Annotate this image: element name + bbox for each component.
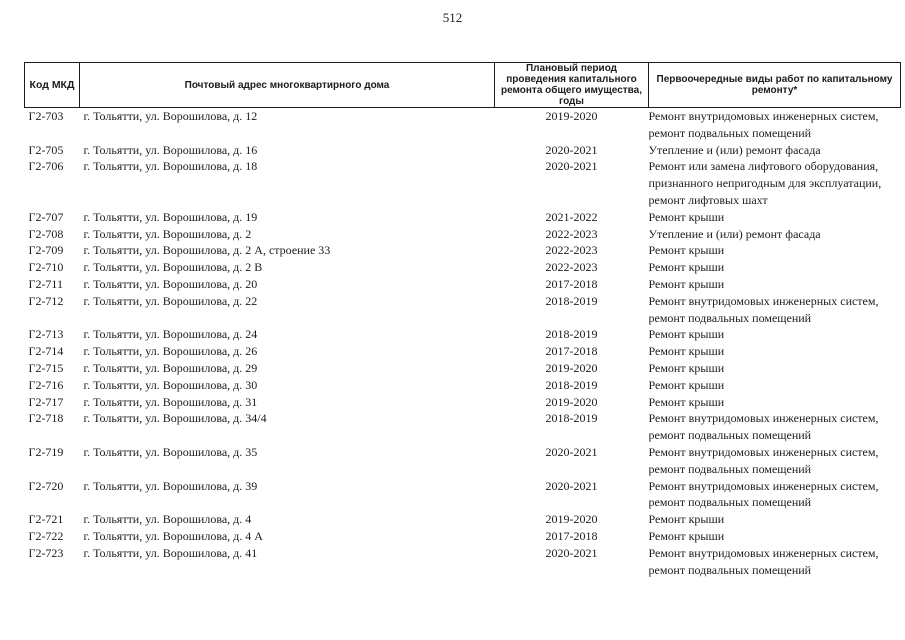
repair-period-cell: 2018-2019 xyxy=(545,293,598,308)
priority-works-cell xyxy=(649,326,901,343)
table-row xyxy=(25,410,901,444)
table-header xyxy=(25,63,901,108)
repair-period-cell: 2017-2018 xyxy=(545,528,598,543)
address-cell: г. Тольятти, ул. Ворошилова, д. 2 А, строение 33 xyxy=(83,243,331,258)
address-cell: г. Тольятти, ул. Ворошилова, д. 16 xyxy=(83,142,258,157)
table-row xyxy=(25,293,901,327)
mkd-code-cell: Г2-710 xyxy=(28,260,64,275)
work-line: Ремонт внутридомовых инженерных систем, xyxy=(648,109,879,123)
work-line: Ремонт крыши xyxy=(648,360,725,375)
table-row xyxy=(25,444,901,478)
address-cell: г. Тольятти, ул. Ворошилова, д. 4 А xyxy=(83,528,263,543)
table-body xyxy=(25,108,901,579)
address-cell: г. Тольятти, ул. Ворошилова, д. 31 xyxy=(83,394,258,409)
priority-works-cell xyxy=(649,528,901,545)
mkd-code-cell: Г2-718 xyxy=(28,411,64,426)
work-line: ремонт подвальных помещений xyxy=(648,125,812,140)
priority-works-cell xyxy=(649,226,901,243)
repair-period-cell: 2019-2020 xyxy=(545,512,598,527)
table-row xyxy=(25,259,901,276)
repair-period-cell: 2019-2020 xyxy=(545,109,598,123)
repair-period-cell: 2018-2019 xyxy=(545,377,598,392)
mkd-code-cell: Г2-705 xyxy=(28,142,64,157)
work-line: ремонт подвальных помещений xyxy=(648,495,812,510)
priority-works-cell xyxy=(649,158,901,208)
priority-works-cell xyxy=(649,142,901,159)
repair-period-cell: 2017-2018 xyxy=(545,276,598,291)
priority-works-cell xyxy=(649,377,901,394)
capital-repair-table xyxy=(24,62,901,578)
address-cell: г. Тольятти, ул. Ворошилова, д. 24 xyxy=(83,327,258,342)
header-period: Плановый период проведения капитального ремонта общего имущества, годы xyxy=(495,63,649,108)
repair-period-cell: 2018-2019 xyxy=(545,327,598,342)
repair-period-cell: 2020-2021 xyxy=(545,478,598,493)
mkd-code-cell: Г2-716 xyxy=(28,377,64,392)
table-row xyxy=(25,528,901,545)
page-number: 512 xyxy=(442,10,463,25)
address-cell: г. Тольятти, ул. Ворошилова, д. 41 xyxy=(83,545,258,560)
address-cell: г. Тольятти, ул. Ворошилова, д. 34/4 xyxy=(83,411,267,426)
mkd-code-cell: Г2-712 xyxy=(28,293,64,308)
table-row xyxy=(25,511,901,528)
repair-period-cell: 2018-2019 xyxy=(545,411,598,426)
priority-works-cell xyxy=(649,444,901,478)
address-cell: г. Тольятти, ул. Ворошилова, д. 4 xyxy=(83,512,252,527)
table-row xyxy=(25,226,901,243)
work-line: признанного непригодным для эксплуатации, xyxy=(648,176,882,191)
work-line: ремонт подвальных помещений xyxy=(648,461,812,476)
work-line: Ремонт крыши xyxy=(648,528,725,543)
mkd-code-cell: Г2-707 xyxy=(28,209,64,224)
priority-works-cell xyxy=(649,276,901,293)
address-cell: г. Тольятти, ул. Ворошилова, д. 2 В xyxy=(83,260,263,275)
work-line: ремонт подвальных помещений xyxy=(648,562,812,577)
mkd-code-cell: Г2-703 xyxy=(28,109,64,123)
table-row xyxy=(25,142,901,159)
mkd-code-cell: Г2-722 xyxy=(28,528,64,543)
work-line: Ремонт крыши xyxy=(648,344,725,359)
mkd-code-cell: Г2-721 xyxy=(28,512,64,527)
repair-period-cell: 2022-2023 xyxy=(545,243,598,258)
priority-works-cell xyxy=(649,511,901,528)
work-line: Ремонт крыши xyxy=(648,276,725,291)
mkd-code-cell: Г2-709 xyxy=(28,243,64,258)
work-line: Ремонт внутридомовых инженерных систем, xyxy=(648,411,879,426)
priority-works-cell xyxy=(649,293,901,327)
work-line: Ремонт или замена лифтового оборудования, xyxy=(648,159,879,174)
work-line: Ремонт крыши xyxy=(648,260,725,275)
priority-works-cell xyxy=(649,410,901,444)
mkd-code-cell: Г2-719 xyxy=(28,444,64,459)
repair-period-cell: 2022-2023 xyxy=(545,226,598,241)
work-line: ремонт лифтовых шахт xyxy=(648,192,768,207)
mkd-code-cell: Г2-720 xyxy=(28,478,64,493)
work-line: Ремонт внутридомовых инженерных систем, xyxy=(648,478,879,493)
table-row xyxy=(25,545,901,579)
mkd-code-cell: Г2-715 xyxy=(28,360,64,375)
address-cell: г. Тольятти, ул. Ворошилова, д. 39 xyxy=(83,478,258,493)
table-row xyxy=(25,242,901,259)
address-cell: г. Тольятти, ул. Ворошилова, д. 20 xyxy=(83,276,258,291)
table-row xyxy=(25,360,901,377)
address-cell: г. Тольятти, ул. Ворошилова, д. 26 xyxy=(83,344,258,359)
repair-period-cell: 2020-2021 xyxy=(545,545,598,560)
repair-period-cell: 2020-2021 xyxy=(545,142,598,157)
work-line: Утепление и (или) ремонт фасада xyxy=(648,226,821,241)
work-line: Ремонт крыши xyxy=(648,394,725,409)
work-line: Ремонт крыши xyxy=(648,243,725,258)
address-cell: г. Тольятти, ул. Ворошилова, д. 30 xyxy=(83,377,258,392)
mkd-code-cell: Г2-723 xyxy=(28,545,64,560)
repair-period-cell: 2020-2021 xyxy=(545,444,598,459)
repair-period-cell: 2020-2021 xyxy=(545,159,598,174)
mkd-code-cell: Г2-717 xyxy=(28,394,64,409)
repair-period-cell: 2017-2018 xyxy=(545,344,598,359)
table-row xyxy=(25,394,901,411)
priority-works-cell xyxy=(649,242,901,259)
work-line: Ремонт внутридомовых инженерных систем, xyxy=(648,545,879,560)
address-cell: г. Тольятти, ул. Ворошилова, д. 19 xyxy=(83,209,258,224)
table-row xyxy=(25,158,901,208)
address-cell: г. Тольятти, ул. Ворошилова, д. 29 xyxy=(83,360,258,375)
work-line: Ремонт внутридомовых инженерных систем, xyxy=(648,444,879,459)
table-row xyxy=(25,343,901,360)
address-cell: г. Тольятти, ул. Ворошилова, д. 2 xyxy=(83,226,252,241)
table-row xyxy=(25,478,901,512)
work-line: Ремонт крыши xyxy=(648,327,725,342)
work-line: Ремонт крыши xyxy=(648,512,725,527)
header-works: Первоочередные виды работ по капитальному ремонту* xyxy=(649,63,901,108)
mkd-code-cell: Г2-711 xyxy=(28,276,63,291)
repair-period-cell: 2021-2022 xyxy=(545,209,598,224)
mkd-code-cell: Г2-706 xyxy=(28,159,64,174)
table-row xyxy=(25,108,901,142)
work-line: ремонт подвальных помещений xyxy=(648,428,812,443)
priority-works-cell xyxy=(649,478,901,512)
table-row xyxy=(25,276,901,293)
address-cell: г. Тольятти, ул. Ворошилова, д. 18 xyxy=(83,159,258,174)
mkd-code-cell: Г2-708 xyxy=(28,226,64,241)
repair-period-cell: 2019-2020 xyxy=(545,360,598,375)
mkd-code-cell: Г2-713 xyxy=(28,327,64,342)
address-cell: г. Тольятти, ул. Ворошилова, д. 12 xyxy=(83,109,258,123)
repair-period-cell: 2022-2023 xyxy=(545,260,598,275)
work-line: Утепление и (или) ремонт фасада xyxy=(648,142,821,157)
priority-works-cell xyxy=(649,259,901,276)
header-row xyxy=(25,63,901,108)
work-line: Ремонт крыши xyxy=(648,209,725,224)
priority-works-cell xyxy=(649,360,901,377)
work-line: Ремонт крыши xyxy=(648,377,725,392)
header-code: Код МКД xyxy=(25,63,80,108)
header-address: Почтовый адрес многоквартирного дома xyxy=(80,63,495,108)
work-line: ремонт подвальных помещений xyxy=(648,310,812,325)
table-row xyxy=(25,326,901,343)
priority-works-cell xyxy=(649,209,901,226)
priority-works-cell xyxy=(649,343,901,360)
table-row xyxy=(25,377,901,394)
address-cell: г. Тольятти, ул. Ворошилова, д. 35 xyxy=(83,444,258,459)
priority-works-cell xyxy=(649,108,901,142)
priority-works-cell xyxy=(649,545,901,579)
work-line: Ремонт внутридомовых инженерных систем, xyxy=(648,293,879,308)
mkd-code-cell: Г2-714 xyxy=(28,344,64,359)
table-row xyxy=(25,209,901,226)
address-cell: г. Тольятти, ул. Ворошилова, д. 22 xyxy=(83,293,258,308)
repair-period-cell: 2019-2020 xyxy=(545,394,598,409)
priority-works-cell xyxy=(649,394,901,411)
